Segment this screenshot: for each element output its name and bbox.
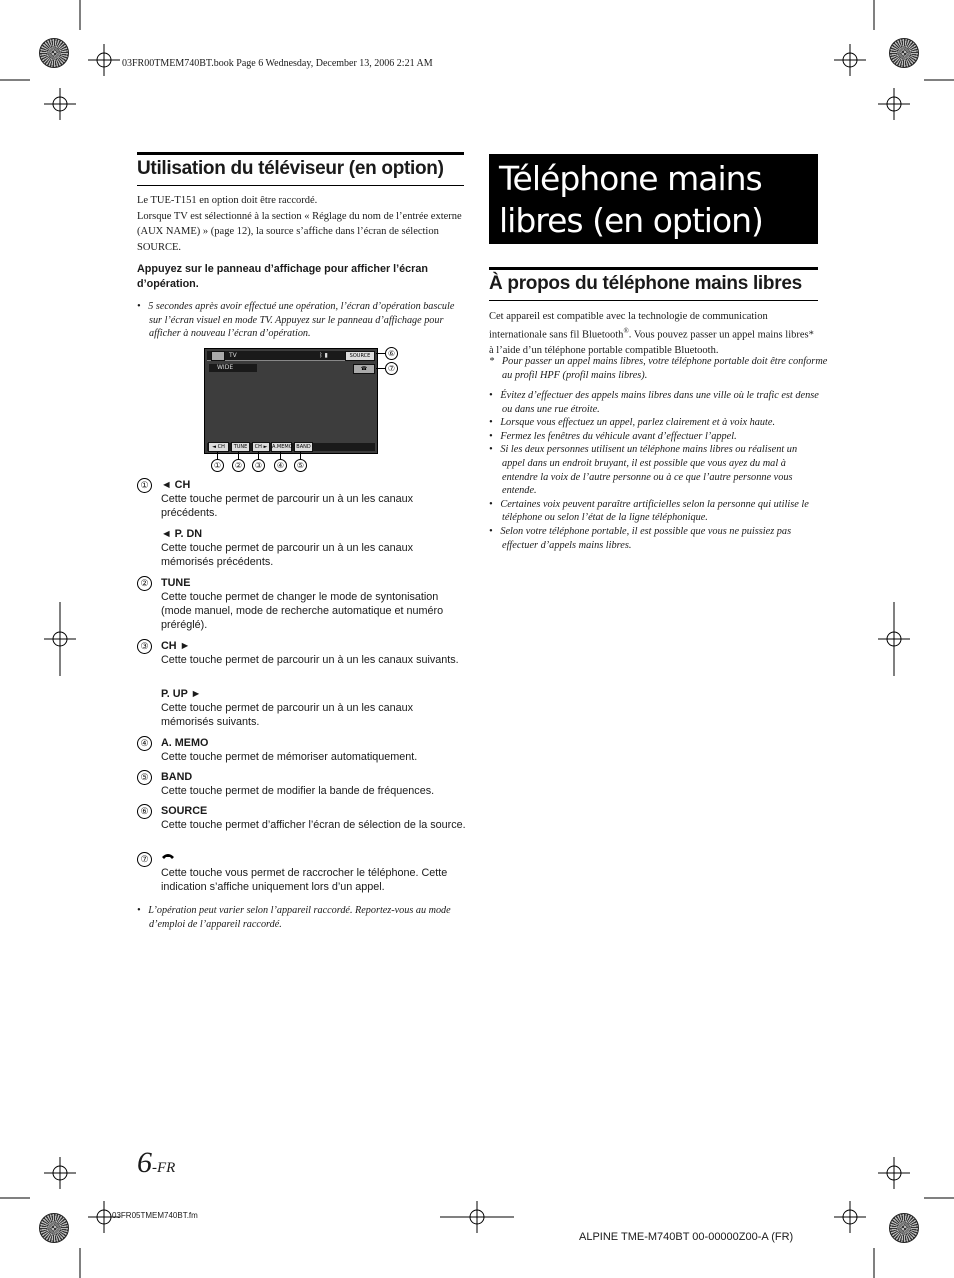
- intro-line: Le TUE-T151 en option doit être raccordé.: [137, 195, 318, 206]
- ch-down-button[interactable]: ◄ CH: [208, 442, 229, 452]
- tv-operation-screen: [204, 348, 378, 454]
- page-number: 6: [137, 1146, 152, 1179]
- file-name: 03FR05TMEM740BT.fm: [112, 1211, 198, 1220]
- ch-up-button[interactable]: CH ►: [252, 442, 270, 452]
- wide-label: WIDE: [209, 364, 257, 372]
- hang-up-phone-icon: [161, 852, 175, 862]
- note-bullet: • L’opération peut varier selon l’appareil raccordé. Reportez-vous au mode d’emploi de l’appareil raccordé.: [137, 905, 451, 930]
- list-item: • Lorsque vous effectuez un appel, parlez clairement et à voix haute.: [489, 417, 776, 429]
- item-p-dn: ◄ P. DN Cette touche permet de parcourir un à un les canaux mémorisés précédents.: [161, 528, 414, 568]
- intro-paragraph: Lorsque TV est sélectionné à la section « Réglage du nom de l’entrée externe (AUX NAME) » (page 12), la source s’affiche dans l’écran de sélection SOURCE.: [137, 210, 462, 253]
- list-item: • Certaines voix peuvent paraître artificielles selon la personne qui utilise le téléphone ou selon l’état de la ligne téléphonique.: [489, 498, 809, 524]
- callout-marker: ⑦: [385, 362, 398, 375]
- tune-button[interactable]: TUNE: [231, 442, 250, 452]
- item-a-memo: ④ A. MEMO Cette touche permet de mémoriser automatiquement.: [137, 736, 467, 764]
- list-item: • Évitez d’effectuer des appels mains libres dans une ville où le trafic est dense ou dans une rue étroite.: [489, 390, 819, 415]
- callout-marker: ①: [211, 459, 224, 472]
- section-heading: [489, 267, 818, 301]
- callout-marker: ④: [274, 459, 287, 472]
- screen-top-bar: [207, 351, 375, 361]
- callout-marker: ⑥: [385, 347, 398, 360]
- chapter-title-block: [489, 154, 818, 244]
- section-heading-text: Utilisation du téléviseur (en option): [137, 158, 444, 179]
- intro-paragraph: Cet appareil est compatible avec la technologie de communication internationale sans fil Bluetooth®. Vous pouvez passer un appel mains libres* à l’aide d’un téléphone portable compatible Bluetooth.: [489, 311, 814, 356]
- model-reference: ALPINE TME-M740BT 00-00000Z00-A (FR): [579, 1231, 794, 1243]
- section-heading: [137, 152, 464, 186]
- tv-icon: [211, 351, 225, 361]
- hang-up-button[interactable]: ☎: [353, 364, 375, 374]
- chapter-title-line: Téléphone mains: [499, 159, 762, 198]
- callout-marker: ③: [252, 459, 265, 472]
- list-item: • Selon votre téléphone portable, il est possible que vous ne puissiez pas effectuer d’appels mains libres.: [489, 525, 792, 551]
- band-button[interactable]: BAND: [294, 442, 313, 452]
- page-suffix: -FR: [152, 1160, 176, 1176]
- chapter-title-line: libres (en option): [499, 201, 763, 240]
- bluetooth-signal-icon: ᛒ ▮: [319, 352, 328, 359]
- list-item: • Si les deux personnes utilisent un téléphone mains libres ou réalisent un appel dans un endroit bruyant, il est possible que vous ayez du mal à entendre la voix de l’autre personne ou à ce que l’autre personne vous entende.: [489, 444, 798, 497]
- a-memo-button[interactable]: A.MEMO: [272, 444, 293, 450]
- print-header: 03FR00TMEM740BT.book Page 6 Wednesday, December 13, 2006 2:21 AM: [122, 58, 433, 69]
- note-text: 5 secondes après avoir effectué une opération, l’écran d’opération bascule sur l’écran visuel en mode TV. Appuyez sur le panneau d’affichage pour afficher à nouveau l’écran d’opération.: [148, 301, 455, 339]
- list-item: • Fermez les fenêtres du véhicule avant d’effectuer l’appel.: [489, 430, 737, 442]
- item-band: ⑤ BAND Cette touche permet de modifier la bande de fréquences.: [137, 770, 467, 798]
- item-ch-down: ① ◄ CH Cette touche permet de parcourir un à un les canaux précédents.: [137, 478, 467, 520]
- item-hang-up: ⑦ Cette touche vous permet de raccrocher le téléphone. Cette indication s’affiche uniquement lors d’un appel.: [137, 852, 467, 894]
- page-number-block: [137, 1146, 175, 1180]
- footnote: * Pour passer un appel mains libres, votre téléphone portable doit être conforme au profil HPF (profil mains libres).: [489, 356, 828, 381]
- screen-button-bar: [207, 443, 375, 451]
- section-heading-text: À propos du téléphone mains libres: [489, 273, 802, 294]
- note-text: L’opération peut varier selon l’appareil raccordé. Reportez-vous au mode d’emploi de l’appareil raccordé.: [148, 905, 451, 930]
- item-p-up: P. UP ► Cette touche permet de parcourir un à un les canaux mémorisés suivants.: [161, 688, 414, 728]
- source-button[interactable]: SOURCE: [345, 351, 375, 361]
- bold-instruction: Appuyez sur le panneau d’affichage pour afficher l’écran d’opération.: [137, 263, 428, 290]
- advice-list: [489, 389, 819, 552]
- item-ch-up: ③ CH ► Cette touche permet de parcourir un à un les canaux suivants.: [137, 639, 467, 667]
- callout-marker: ⑤: [294, 459, 307, 472]
- note-bullet: • 5 secondes après avoir effectué une opération, l’écran d’opération bascule sur l’écran visuel en mode TV. Appuyez sur le panneau d’affichage pour afficher à nouveau l’écran d’opération.: [137, 301, 455, 339]
- tv-label: TV: [229, 352, 237, 359]
- item-tune: ② TUNE Cette touche permet de changer le mode de syntonisation (mode manuel, mode de recherche automatique et numéro préréglé).: [137, 576, 467, 632]
- item-source: ⑥ SOURCE Cette touche permet d’afficher l’écran de sélection de la source.: [137, 804, 467, 832]
- intro-block: [137, 193, 467, 255]
- callout-marker: ②: [232, 459, 245, 472]
